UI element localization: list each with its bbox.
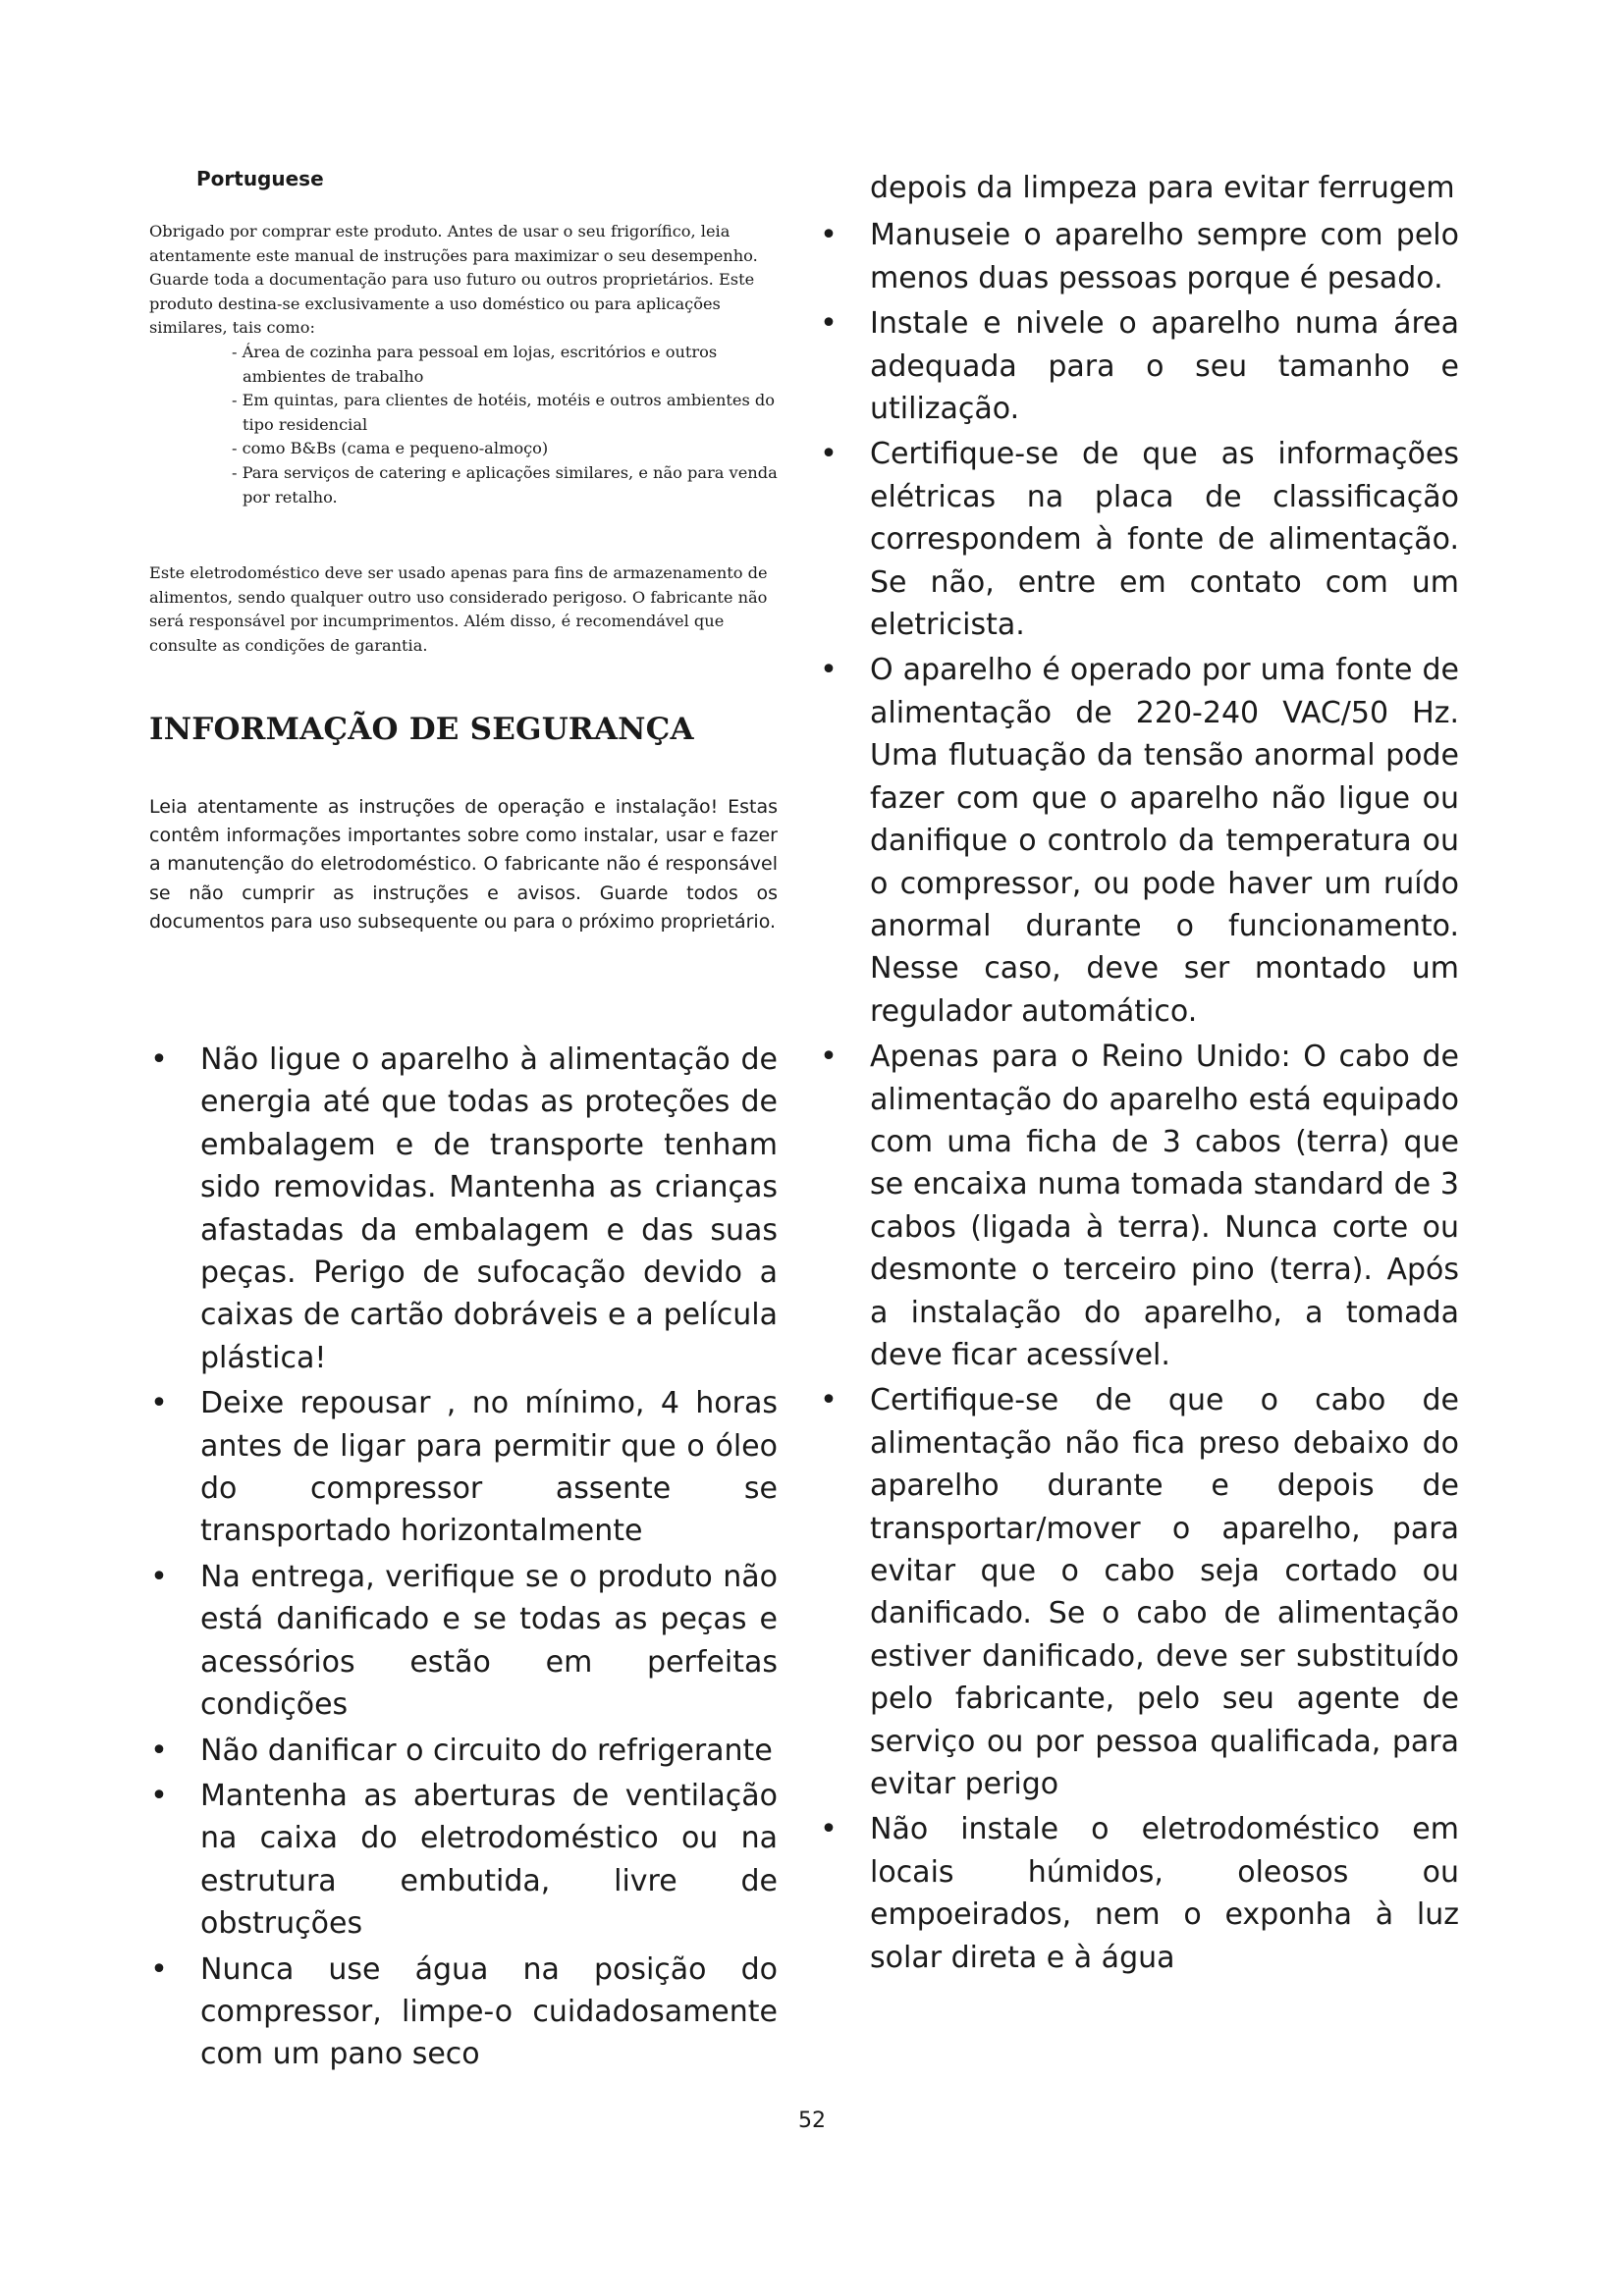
- intro-block: [149, 220, 778, 509]
- bullet-icon: •: [820, 218, 838, 253]
- left-bullet-list: [149, 1039, 778, 2079]
- bullet-icon: •: [150, 1951, 168, 1987]
- bullet-icon: •: [820, 1812, 838, 1847]
- bullet-text: Certifique-se de que o cabo de alimentação não fica preso debaixo do aparelho durante e depois de transportar/mover o aparelho, para evitar que o cabo seja cortado ou danificado. Se o cabo de alimentação estiver danificado, deve ser substituído pelo fabricante, pelo seu agente de serviço ou por pessoa qualificada, para evitar perigo: [870, 1383, 1459, 1802]
- use-item: - Para serviços de catering e aplicações similares, e não para venda por retalho.: [232, 462, 778, 507]
- bullet-icon: •: [150, 1386, 168, 1421]
- bullet-icon: •: [820, 306, 838, 342]
- intro-text: Obrigado por comprar este produto. Antes de usar o seu frigorífico, leia atentamente este manual de instruções para maximizar o seu desempenho. Guarde toda a documentação para uso futuro ou outros proprietários. Este produto destina-se exclusivamente a uso doméstico ou para aplicações similares, tais como:: [149, 222, 758, 338]
- bullet-icon: •: [820, 1383, 838, 1418]
- use-item: - Área de cozinha para pessoal em lojas, escritórios e outros ambientes de trabalho: [232, 342, 718, 386]
- page-number: 52: [798, 2109, 826, 2133]
- bullet-icon: •: [820, 1040, 838, 1075]
- bullet-text: Deixe repousar , no mínimo, 4 horas antes de ligar para permitir que o óleo do compressor assente se transportado horizontalmente: [200, 1386, 778, 1549]
- bullet-item: [149, 1556, 778, 1727]
- bullet-icon: •: [150, 1733, 168, 1768]
- bullet-item: [819, 1808, 1459, 1979]
- use-item: - como B&Bs (cama e pequeno-almoço): [232, 439, 549, 458]
- bullet-text: O aparelho é operado por uma fonte de alimentação de 220-240 VAC/50 Hz. Uma flutuação da tensão anormal pode fazer com que o aparelho não ligue ou danifique o controlo da temperatura ou o compressor, ou pode haver um ruído anormal durante o funcionamento. Nesse caso, deve ser montado um regulador automático.: [870, 653, 1459, 1029]
- bullet-text: Não danificar o circuito do refrigerante: [200, 1733, 773, 1768]
- use-list: [149, 341, 778, 509]
- bullet-item: [819, 1379, 1459, 1805]
- bullet-item: [149, 1382, 778, 1553]
- bullet-icon: •: [820, 653, 838, 688]
- bullet-text: Apenas para o Reino Unido: O cabo de alimentação do aparelho está equipado com uma ficha de 3 cabos (terra) que se encaixa numa tomada standard de 3 cabos (ligada à terra). Nunca corte ou desmonte o terceiro pino (terra). Após a instalação do aparelho, a tomada deve ficar acessível.: [870, 1040, 1459, 1372]
- bullet-text: Nunca use água na posição do compressor, limpe-o cuidadosamente com um pano seco: [200, 1951, 778, 2072]
- safety-title: INFORMAÇÃO DE SEGURANÇA: [149, 712, 694, 747]
- bullet-text: Certifique-se de que as informações elétricas na placa de classificação correspondem à fonte de alimentação. Se não, entre em contato com um eletricista.: [870, 437, 1459, 643]
- bullet-item: [149, 1730, 778, 1772]
- bullet-icon: •: [150, 1042, 168, 1077]
- bullet-item: [149, 1949, 778, 2076]
- bullet-text: Manuseie o aparelho sempre com pelo menos duas pessoas porque é pesado.: [870, 218, 1459, 295]
- bullet-text: Mantenha as aberturas de ventilação na caixa do eletrodoméstico ou na estrutura embutida, livre de obstruções: [200, 1778, 778, 1942]
- bullet-item: [819, 302, 1459, 430]
- bullet-text: Não instale o eletrodoméstico em locais húmidos, oleosos ou empoeirados, nem o exponha à luz solar direta e à água: [870, 1812, 1459, 1975]
- bullet-item: [819, 214, 1459, 299]
- safety-intro: Leia atentamente as instruções de operação e instalação! Estas contêm informações importantes sobre como instalar, usar e fazer a manutenção do eletrodoméstico. O fabricante não é responsável se não cumprir as instruções e avisos. Guarde todos os documentos para uso subsequente ou para o próximo proprietário.: [149, 796, 778, 933]
- bullet-text: Instale e nivele o aparelho numa área adequada para o seu tamanho e utilização.: [870, 306, 1459, 427]
- bullet-item: [819, 1036, 1459, 1376]
- bullet-item: [819, 649, 1459, 1033]
- bullet-item: [819, 433, 1459, 646]
- bullet-icon: •: [820, 437, 838, 472]
- use-item: - Em quintas, para clientes de hotéis, motéis e outros ambientes do tipo residencial: [232, 391, 776, 434]
- bullet-text: Na entrega, verifique se o produto não está danificado e se todas as peças e acessórios estão em perfeitas condições: [200, 1559, 778, 1723]
- bullet-item: [149, 1039, 778, 1379]
- bullet-text: Não ligue o aparelho à alimentação de energia até que todas as proteções de embalagem e de transporte tenham sido removidas. Mantenha as crianças afastadas da embalagem e das suas peças. Perigo de sufocação devido a caixas de cartão dobráveis e a película plástica!: [200, 1042, 778, 1375]
- bullet-item: [149, 1775, 778, 1946]
- right-column: [819, 167, 1459, 1982]
- right-bullet-list: [819, 214, 1459, 1979]
- storage-notice: Este eletrodoméstico deve ser usado apenas para fins de armazenamento de alimentos, sendo qualquer outro uso considerado perigoso. O fabricante não será responsável por incumprimentos. Além disso, é recomendável que consulte as condições de garantia.: [149, 563, 768, 655]
- language-heading: Portuguese: [196, 167, 324, 190]
- bullet-icon: •: [150, 1778, 168, 1813]
- bullet-continuation: depois da limpeza para evitar ferrugem: [870, 171, 1455, 205]
- bullet-icon: •: [150, 1559, 168, 1594]
